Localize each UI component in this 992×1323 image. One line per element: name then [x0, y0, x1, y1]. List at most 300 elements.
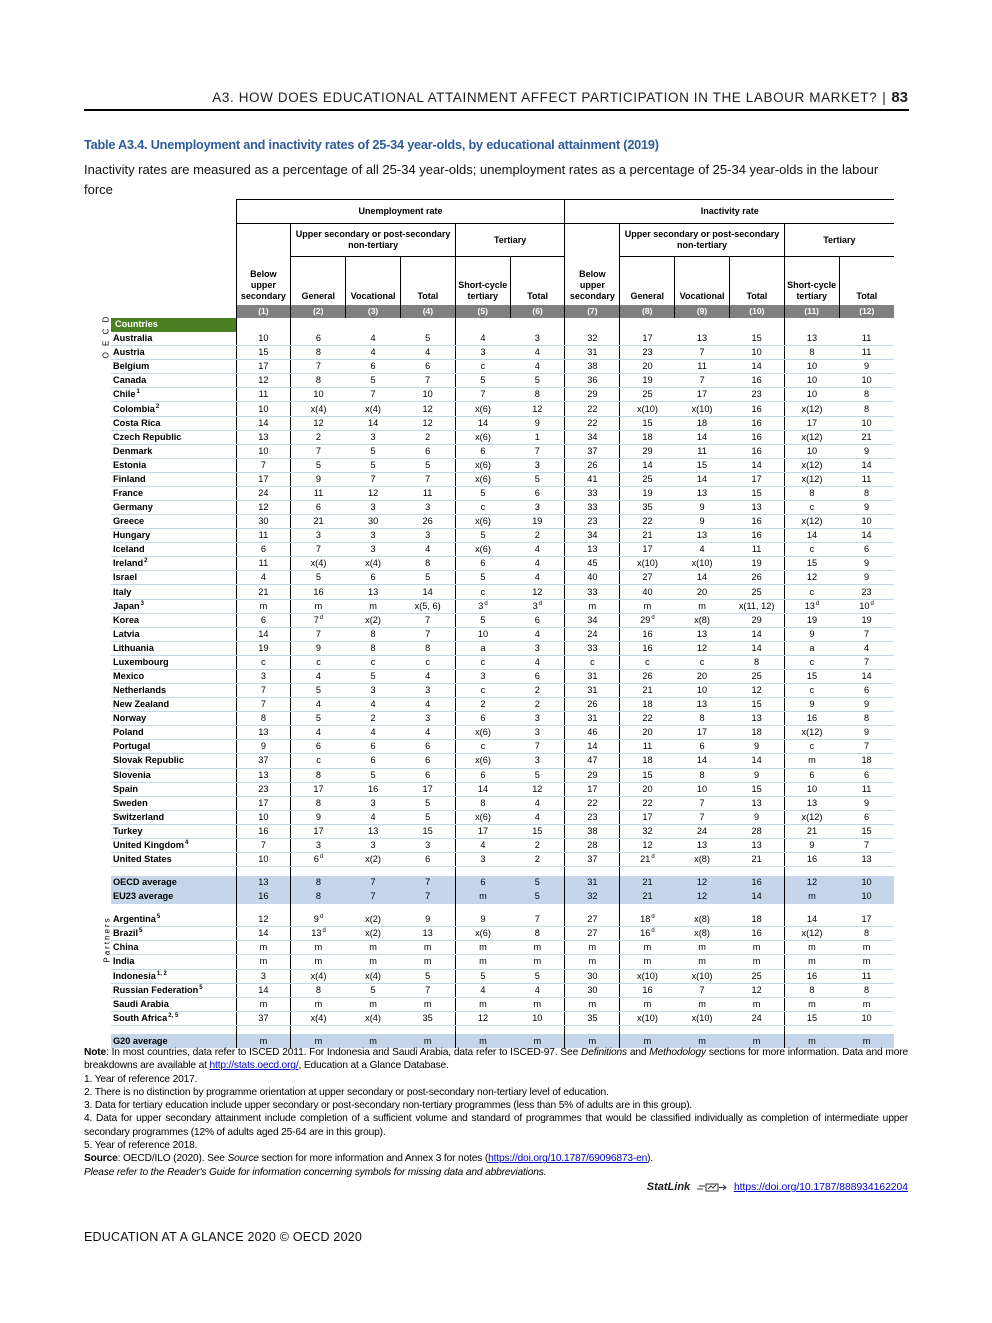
header-short-cycle-i: Short-cycle tertiary: [784, 257, 839, 305]
table-cell: 33: [565, 501, 620, 515]
table-cell: c: [346, 655, 401, 669]
table-cell: 4: [455, 838, 510, 852]
table-cell: m: [729, 955, 784, 969]
table-cell: 23: [839, 585, 894, 599]
table-cell: m: [455, 955, 510, 969]
table-cell: 14: [565, 740, 620, 754]
table-row: [84, 768, 894, 782]
table-cell: 4: [510, 571, 565, 585]
table-cell: 14: [784, 529, 839, 543]
table-row: [84, 374, 894, 388]
table-cell: 13: [346, 824, 401, 838]
table-cell: 40: [620, 585, 675, 599]
header-tertiary-u: Tertiary: [455, 224, 565, 257]
row-label: Argentina$^5$: [111, 913, 236, 927]
table-row: [84, 585, 894, 599]
table-cell: 3: [346, 684, 401, 698]
table-cell: 13: [675, 698, 730, 712]
table-cell: 37: [236, 1011, 291, 1025]
table-cell: 7: [675, 983, 730, 997]
table-cell: 5: [510, 472, 565, 486]
table-cell: x(10): [675, 1011, 730, 1025]
table-row: [84, 669, 894, 683]
table-cell: 8: [400, 557, 455, 571]
table-cell: 15: [729, 782, 784, 796]
table-cell: 13: [729, 712, 784, 726]
table-cell: 12: [400, 402, 455, 416]
table-cell: 17: [620, 332, 675, 346]
table-cell: 2: [510, 698, 565, 712]
table-cell: x(12): [784, 810, 839, 824]
table-cell: c: [455, 740, 510, 754]
table-cell: 17: [565, 782, 620, 796]
table-cell: c: [455, 684, 510, 698]
table-cell: 6: [346, 754, 401, 768]
table-cell: x(12): [784, 726, 839, 740]
table-cell: 10: [510, 1011, 565, 1025]
table-cell: 26: [400, 515, 455, 529]
table-row: [84, 726, 894, 740]
table-cell: 12: [784, 571, 839, 585]
table-cell: 5: [455, 374, 510, 388]
table-cell: m: [455, 890, 510, 904]
table-cell: 33: [565, 486, 620, 500]
table-cell: 46: [565, 726, 620, 740]
table-cell: 9: [675, 501, 730, 515]
table-cell: 6: [236, 613, 291, 627]
table-cell: 13$^d$: [784, 599, 839, 613]
table-cell: c: [565, 655, 620, 669]
table-cell: 3: [455, 346, 510, 360]
table-cell: x(10): [620, 402, 675, 416]
table-cell: 10: [839, 1011, 894, 1025]
table-cell: m: [620, 941, 675, 955]
table-cell: 9: [400, 913, 455, 927]
table-cell: 5: [291, 571, 346, 585]
row-label: Poland: [111, 726, 236, 740]
table-cell: 15: [620, 416, 675, 430]
table-cell: 15: [839, 824, 894, 838]
table-cell: m: [620, 1034, 675, 1048]
table-cell: m: [291, 599, 346, 613]
table-cell: x(12): [784, 458, 839, 472]
table-cell: 13: [565, 543, 620, 557]
table-cell: 24: [236, 486, 291, 500]
table-cell: 14: [729, 641, 784, 655]
table-row: [84, 599, 894, 613]
column-number: (4): [400, 305, 455, 318]
table-cell: 10: [675, 684, 730, 698]
table-cell: 7: [236, 698, 291, 712]
table-cell: 2: [400, 430, 455, 444]
table-row: [84, 997, 894, 1011]
table-cell: 7: [675, 346, 730, 360]
row-label: Brazil$^5$: [111, 927, 236, 941]
table-cell: x(11, 12): [729, 599, 784, 613]
stats-oecd-link[interactable]: http://stats.oecd.org/: [209, 1060, 299, 1072]
table-cell: m: [400, 1034, 455, 1048]
table-cell: 12: [675, 876, 730, 890]
table-cell: 14: [729, 754, 784, 768]
table-cell: 26: [565, 458, 620, 472]
column-number: (10): [729, 305, 784, 318]
source-doi-link[interactable]: https://doi.org/10.1787/69096873-en: [488, 1153, 648, 1165]
table-cell: 6: [455, 712, 510, 726]
table-cell: 8: [784, 486, 839, 500]
table-cell: 5: [455, 613, 510, 627]
table-cell: 11: [236, 557, 291, 571]
table-cell: 5: [510, 768, 565, 782]
table-cell: 7: [675, 810, 730, 824]
table-cell: 9: [784, 838, 839, 852]
table-cell: 13: [729, 796, 784, 810]
row-label: Austria: [111, 346, 236, 360]
row-label: EU23 average: [111, 890, 236, 904]
table-cell: 3: [346, 501, 401, 515]
table-cell: 25: [620, 472, 675, 486]
table-cell: 15: [784, 557, 839, 571]
table-row: [84, 627, 894, 641]
table-cell: 37: [565, 852, 620, 866]
table-cell: 8: [729, 655, 784, 669]
row-label: China: [111, 941, 236, 955]
table-cell: 16: [784, 852, 839, 866]
header-total-us-i: Total: [729, 257, 784, 305]
table-cell: 7: [510, 913, 565, 927]
table-cell: 13: [675, 332, 730, 346]
table-cell: 11: [839, 472, 894, 486]
table-cell: 2: [291, 430, 346, 444]
table-cell: 7: [839, 627, 894, 641]
row-label: Norway: [111, 712, 236, 726]
table-cell: m: [291, 941, 346, 955]
table-cell: 14: [620, 458, 675, 472]
row-label: India: [111, 955, 236, 969]
table-cell: m: [236, 941, 291, 955]
table-row: [84, 388, 894, 402]
table-row: [84, 754, 894, 768]
table-cell: 11: [729, 543, 784, 557]
table-row: [84, 852, 894, 866]
note-5: 5. Year of reference 2018.: [84, 1140, 198, 1152]
table-cell: m: [236, 599, 291, 613]
table-cell: 3: [400, 712, 455, 726]
table-cell: 30: [565, 983, 620, 997]
table-cell: 10: [675, 782, 730, 796]
table-cell: 5: [510, 876, 565, 890]
table-cell: 5: [400, 810, 455, 824]
table-cell: 6: [346, 360, 401, 374]
header-tertiary-i: Tertiary: [784, 224, 894, 257]
table-cell: 15: [784, 1011, 839, 1025]
table-cell: 13: [236, 768, 291, 782]
header-upper-secondary-i: Upper secondary or post-secondary non-tertiary: [620, 224, 784, 257]
header-upper-secondary-u: Upper secondary or post-secondary non-tertiary: [291, 224, 455, 257]
table-cell: 14: [675, 472, 730, 486]
table-cell: 4: [455, 332, 510, 346]
table-cell: 11: [675, 360, 730, 374]
table-notes: [84, 1046, 908, 1179]
table-cell: x(6): [455, 927, 510, 941]
row-label: Luxembourg: [111, 655, 236, 669]
table-cell: m: [565, 599, 620, 613]
table-cell: m: [455, 1034, 510, 1048]
table-cell: 23: [620, 346, 675, 360]
table-cell: 13: [236, 726, 291, 740]
table-cell: m: [400, 997, 455, 1011]
table-cell: 3: [510, 332, 565, 346]
table-cell: 7: [839, 838, 894, 852]
table-cell: 6: [455, 557, 510, 571]
table-row: [84, 557, 894, 571]
table-cell: 16: [729, 430, 784, 444]
row-label: United States: [111, 852, 236, 866]
table-cell: 9: [455, 913, 510, 927]
header-inactivity: Inactivity rate: [565, 200, 894, 224]
table-cell: x(6): [455, 726, 510, 740]
table-row: [84, 955, 894, 969]
table-cell: 9: [839, 796, 894, 810]
table-cell: 7: [400, 890, 455, 904]
table-cell: m: [346, 997, 401, 1011]
table-cell: 6: [400, 360, 455, 374]
table-cell: m: [839, 941, 894, 955]
table-row: [84, 740, 894, 754]
table-cell: 29: [620, 444, 675, 458]
table-cell: 16: [784, 969, 839, 983]
row-label: Germany: [111, 501, 236, 515]
table-cell: x(10): [675, 557, 730, 571]
table-cell: 10: [839, 876, 894, 890]
table-cell: 14: [675, 571, 730, 585]
table-cell: 9: [839, 698, 894, 712]
table-cell: 10: [784, 360, 839, 374]
table-cell: 11: [675, 444, 730, 458]
table-row: [84, 613, 894, 627]
header-vocational-i: Vocational: [675, 257, 730, 305]
table-cell: 8: [291, 796, 346, 810]
table-cell: 21: [620, 529, 675, 543]
table-cell: 8: [839, 712, 894, 726]
table-cell: 32: [565, 332, 620, 346]
table-cell: 10: [236, 852, 291, 866]
table-cell: 14: [236, 927, 291, 941]
table-cell: 22: [565, 796, 620, 810]
table-cell: 16: [729, 515, 784, 529]
table-cell: x(12): [784, 402, 839, 416]
table-cell: 3: [510, 641, 565, 655]
table-cell: a: [455, 641, 510, 655]
table-cell: 6: [839, 543, 894, 557]
table-cell: 9: [291, 472, 346, 486]
table-cell: 12: [510, 782, 565, 796]
table-row: [84, 402, 894, 416]
table-cell: 15: [675, 458, 730, 472]
table-cell: m: [729, 941, 784, 955]
table-row: [84, 969, 894, 983]
table-cell: 4: [455, 983, 510, 997]
table-row: [84, 913, 894, 927]
note-2: 2. There is no distinction by programme orientation at upper secondary or post-secondary non-tertiary level of education.: [84, 1086, 609, 1098]
table-cell: 24: [565, 627, 620, 641]
table-cell: m: [346, 599, 401, 613]
table-cell: 12: [675, 641, 730, 655]
table-cell: 18: [620, 754, 675, 768]
row-label: Mexico: [111, 669, 236, 683]
table-row: [84, 698, 894, 712]
table-cell: x(6): [455, 430, 510, 444]
table-cell: 6: [236, 543, 291, 557]
table-cell: 9: [784, 698, 839, 712]
table-cell: m: [784, 890, 839, 904]
table-row: [84, 684, 894, 698]
table-cell: 4: [400, 726, 455, 740]
table-cell: m: [455, 997, 510, 1011]
table-cell: 4: [291, 698, 346, 712]
table-cell: 16: [729, 416, 784, 430]
table-cell: x(6): [455, 754, 510, 768]
table-cell: 20: [620, 782, 675, 796]
table-cell: 7: [675, 374, 730, 388]
table-cell: 12: [400, 416, 455, 430]
table-cell: 32: [565, 890, 620, 904]
table-cell: 22: [620, 712, 675, 726]
table-row: [84, 515, 894, 529]
table-cell: 21: [620, 684, 675, 698]
table-cell: 13: [236, 876, 291, 890]
table-cell: x(8): [675, 927, 730, 941]
row-label: Slovak Republic: [111, 754, 236, 768]
table-cell: 14: [784, 913, 839, 927]
source-paragraph: Source: OECD/ILO (2020). See Source section for more information and Annex 3 for notes (https://doi.org/10.1787/69096873-en).: [84, 1153, 654, 1165]
table-cell: m: [620, 599, 675, 613]
table-cell: 12: [729, 684, 784, 698]
table-cell: 16$^d$: [620, 927, 675, 941]
table-cell: 8: [291, 768, 346, 782]
row-label: Latvia: [111, 627, 236, 641]
statlink-url[interactable]: https://doi.org/10.1787/888934162204: [733, 1182, 908, 1193]
table-cell: c: [291, 754, 346, 768]
table-cell: 10: [839, 890, 894, 904]
table-cell: 5: [346, 374, 401, 388]
table-cell: 4: [510, 360, 565, 374]
table-row: [84, 1011, 894, 1025]
table-cell: 14: [236, 627, 291, 641]
row-label: Italy: [111, 585, 236, 599]
table-cell: 21: [784, 824, 839, 838]
table-cell: 8: [291, 346, 346, 360]
table-title: Table A3.4. Unemployment and inactivity rates of 25-34 year-olds, by educational attainment (2019): [84, 138, 659, 152]
table-cell: 10: [455, 627, 510, 641]
table-cell: 4: [510, 557, 565, 571]
row-label: Slovenia: [111, 768, 236, 782]
table-cell: 9: [729, 740, 784, 754]
table-cell: c: [784, 585, 839, 599]
table-cell: 20: [620, 726, 675, 740]
table-cell: 10: [839, 416, 894, 430]
table-cell: m: [291, 955, 346, 969]
table-cell: 9: [510, 416, 565, 430]
table-cell: c: [455, 501, 510, 515]
table-cell: c: [236, 655, 291, 669]
table-cell: 36: [565, 374, 620, 388]
table-cell: 17: [236, 796, 291, 810]
table-cell: 13: [839, 852, 894, 866]
table-cell: 18: [675, 416, 730, 430]
table-cell: 3: [510, 458, 565, 472]
table-cell: 7: [839, 740, 894, 754]
table-cell: 14: [729, 890, 784, 904]
note-4: 4. Data for upper secondary attainment include completion of a sufficient volume and standard of programmes that would be classified individually as completion of intermediate upper secondary programmes (12% of adults aged 25-64 are in this group).: [84, 1113, 908, 1138]
table-cell: x(4): [346, 402, 401, 416]
table-cell: 7: [400, 374, 455, 388]
page-footer: EDUCATION AT A GLANCE 2020 © OECD 2020: [84, 1230, 363, 1244]
table-cell: 5: [400, 332, 455, 346]
table-row: [84, 430, 894, 444]
row-label: Russian Federation$^5$: [111, 983, 236, 997]
table-cell: m: [784, 754, 839, 768]
row-label: Hungary: [111, 529, 236, 543]
table-cell: 10: [400, 388, 455, 402]
table-cell: 15: [784, 669, 839, 683]
table-cell: 17: [784, 416, 839, 430]
table-cell: 3: [510, 501, 565, 515]
table-cell: 5: [455, 486, 510, 500]
table-cell: 5: [510, 890, 565, 904]
row-label: Saudi Arabia: [111, 997, 236, 1011]
table-cell: 4: [510, 983, 565, 997]
table-cell: 25: [729, 585, 784, 599]
row-label: Belgium: [111, 360, 236, 374]
table-cell: 16: [729, 444, 784, 458]
table-cell: 6: [510, 486, 565, 500]
table-cell: 13: [346, 585, 401, 599]
table-cell: 16: [729, 927, 784, 941]
table-cell: 3: [510, 754, 565, 768]
table-cell: 14: [455, 416, 510, 430]
table-cell: 14: [839, 458, 894, 472]
table-cell: 24: [729, 1011, 784, 1025]
table-cell: 6: [291, 332, 346, 346]
table-cell: 3: [236, 969, 291, 983]
table-cell: 14: [729, 458, 784, 472]
table-cell: 15: [236, 346, 291, 360]
table-cell: 3: [400, 684, 455, 698]
table-cell: x(8): [675, 613, 730, 627]
table-cell: 37: [565, 444, 620, 458]
table-cell: 29: [565, 388, 620, 402]
table-cell: 16: [620, 627, 675, 641]
table-cell: 9: [729, 810, 784, 824]
table-cell: 16: [291, 585, 346, 599]
table-cell: 17: [291, 824, 346, 838]
table-cell: m: [236, 1034, 291, 1048]
table-cell: 8: [839, 388, 894, 402]
row-label: Iceland: [111, 543, 236, 557]
table-row: [84, 360, 894, 374]
table-row: [84, 824, 894, 838]
table-cell: 4: [510, 627, 565, 641]
table-cell: 9: [236, 740, 291, 754]
table-cell: m: [400, 955, 455, 969]
table-cell: 38: [565, 360, 620, 374]
table-cell: 6: [455, 876, 510, 890]
table-cell: 6: [784, 768, 839, 782]
table-cell: 5: [510, 374, 565, 388]
table-cell: 31: [565, 684, 620, 698]
table-cell: 2: [510, 838, 565, 852]
table-cell: 10: [839, 374, 894, 388]
